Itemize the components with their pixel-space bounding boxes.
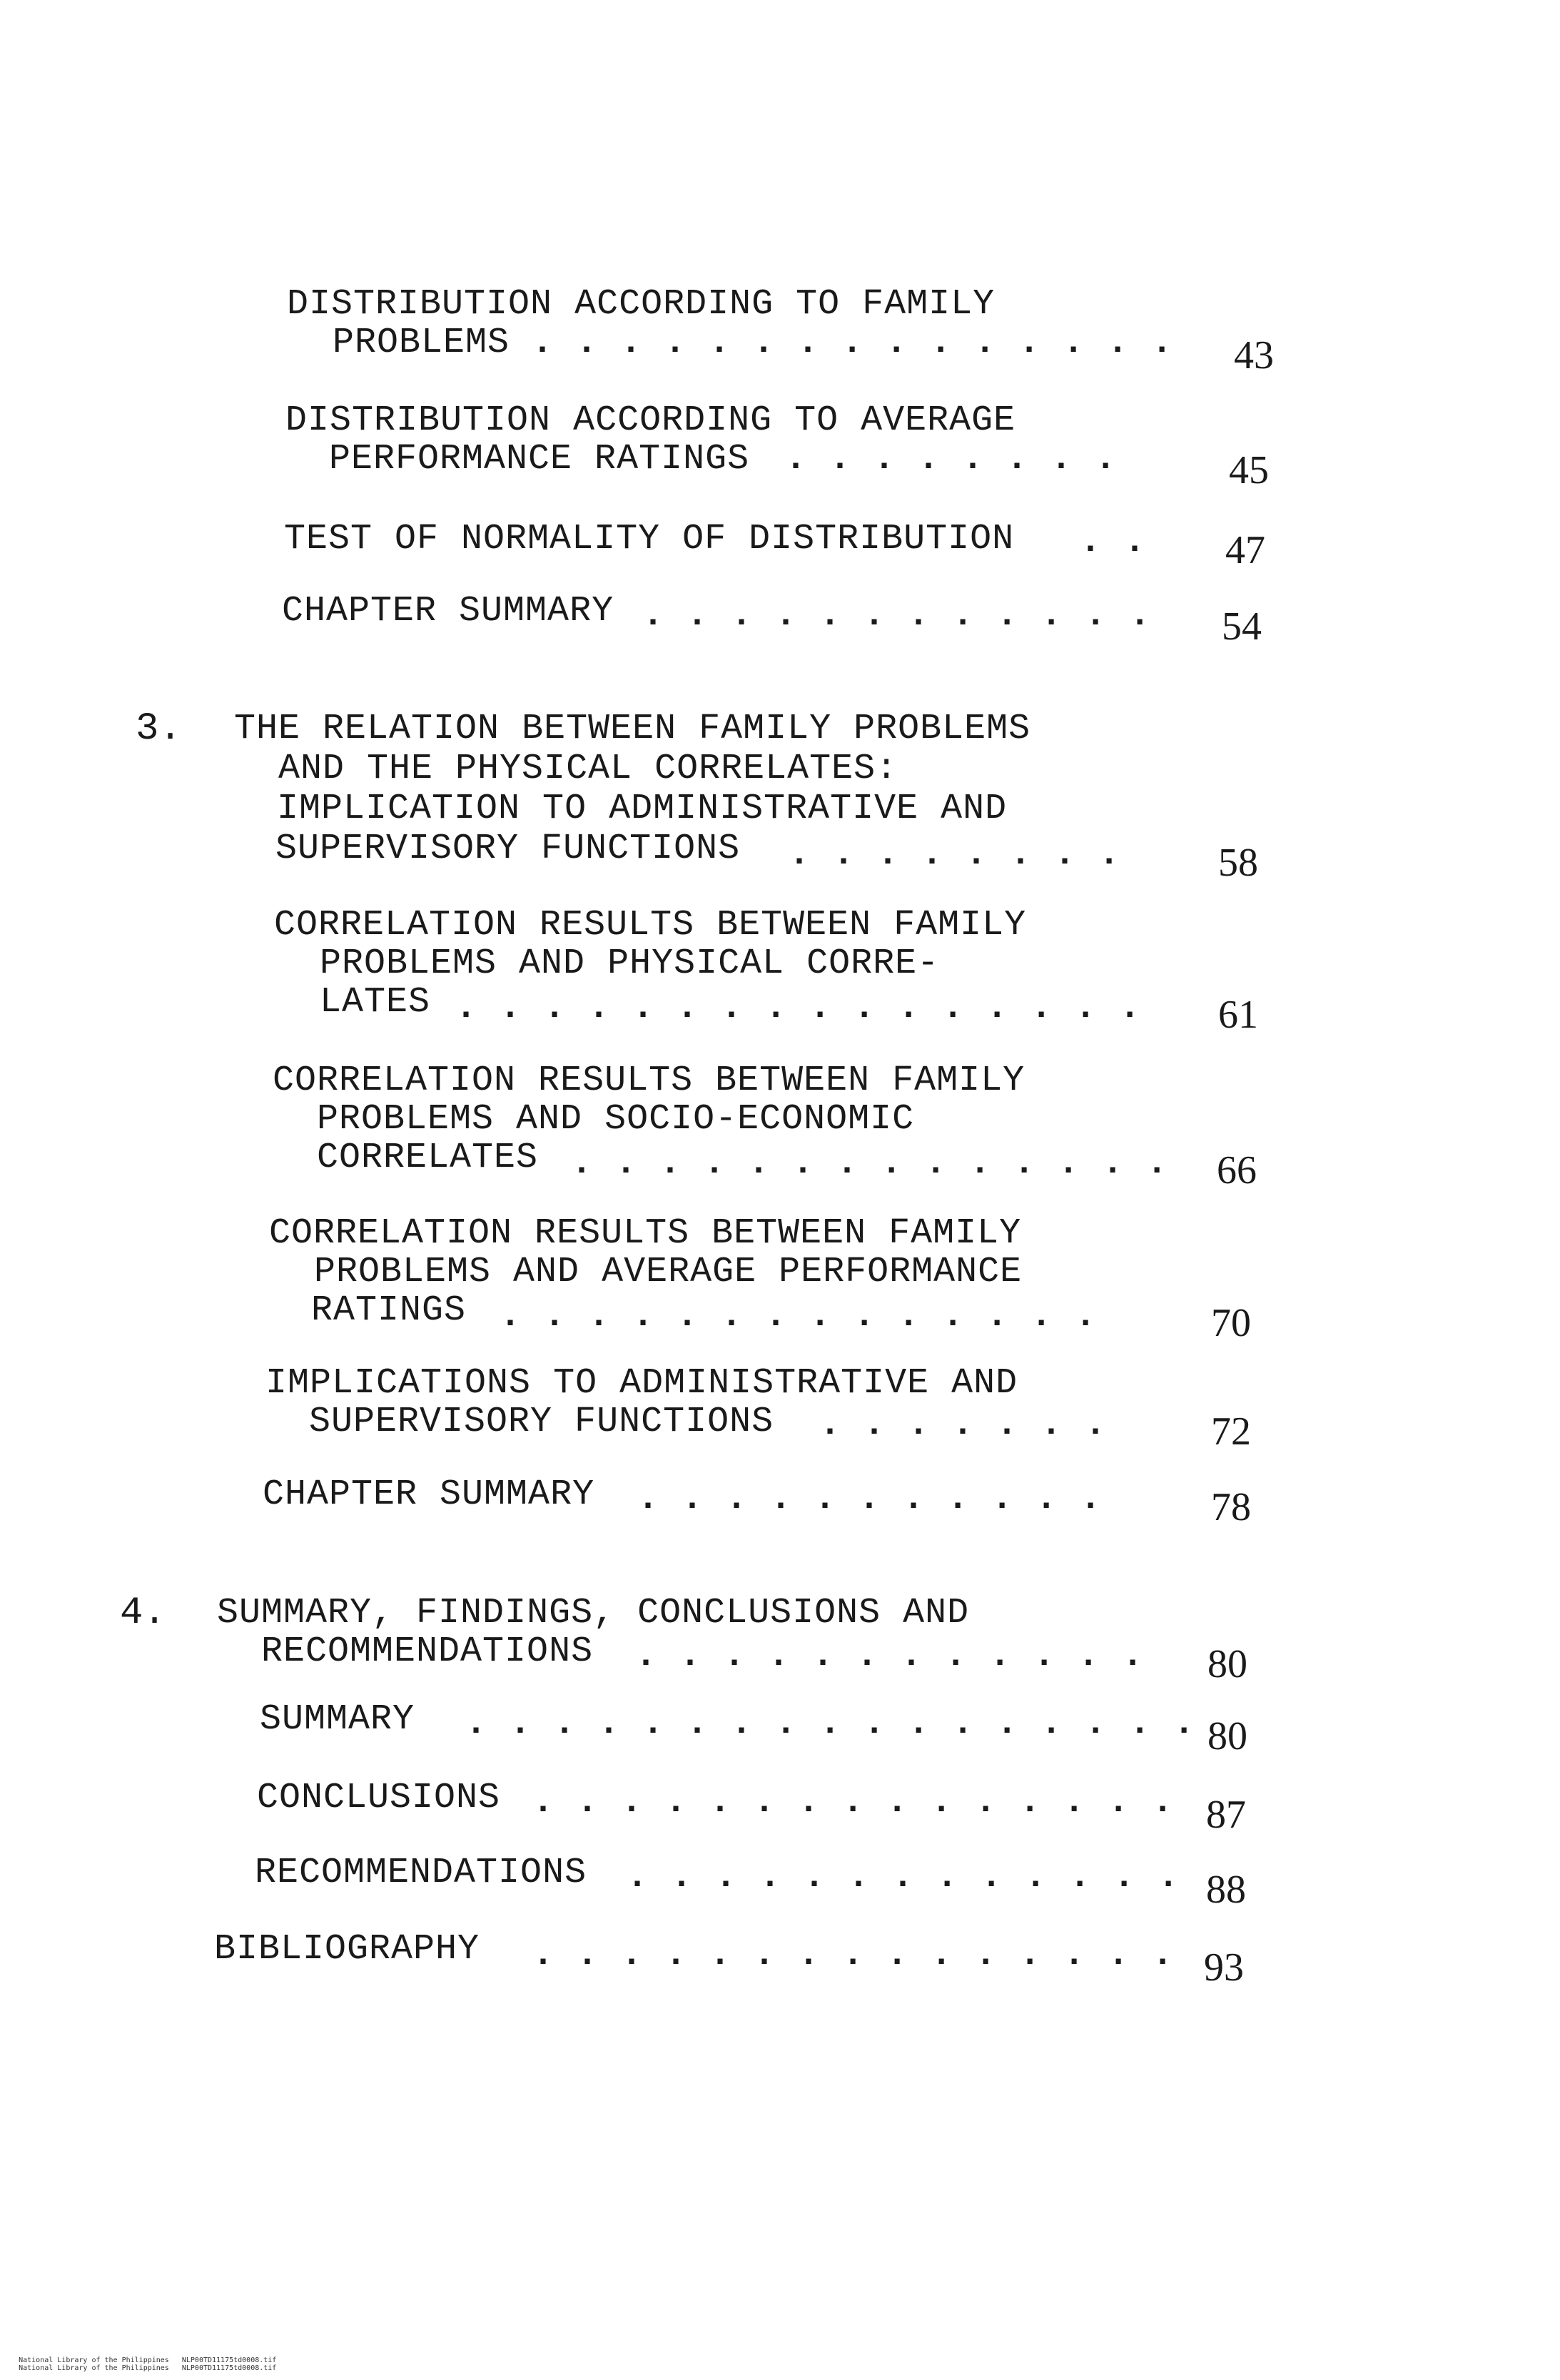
page-number: 54: [1222, 604, 1262, 649]
toc-entry-title-line: CHAPTER SUMMARY: [282, 591, 614, 632]
dot-leader: . .: [1080, 522, 1147, 562]
page-number: 58: [1218, 841, 1258, 885]
page-number: 45: [1229, 448, 1269, 492]
page-number: 87: [1206, 1793, 1246, 1837]
toc-entry-title-line: CORRELATION RESULTS BETWEEN FAMILY: [269, 1213, 1022, 1254]
toc-entry-title-line: CONCLUSIONS: [257, 1778, 501, 1818]
dot-leader: . . . . . . . .: [785, 439, 1118, 480]
dot-leader: . . . . . . . . . . .: [637, 1479, 1103, 1519]
toc-entry-title-line: SUMMARY: [260, 1699, 415, 1740]
toc-entry-title-line: DISTRIBUTION ACCORDING TO FAMILY: [287, 284, 996, 325]
page-number: 47: [1225, 528, 1265, 572]
page-number: 78: [1211, 1485, 1251, 1529]
toc-entry-title-line: LATES: [320, 982, 431, 1023]
dot-leader: . . . . . . . . . . . . . . . .: [455, 988, 1142, 1028]
toc-entry-title-line: PROBLEMS AND SOCIO-ECONOMIC: [317, 1099, 915, 1140]
toc-entry-title-line: IMPLICATION TO ADMINISTRATIVE AND: [277, 789, 1008, 829]
dot-leader: . . . . . . . . . . . .: [642, 595, 1152, 636]
dot-leader: . . . . . . . . . . . . . .: [500, 1296, 1098, 1337]
page-number: 72: [1211, 1409, 1251, 1454]
chapter-number: 4.: [120, 1591, 166, 1635]
toc-entry-title-line: DISTRIBUTION ACCORDING TO AVERAGE: [285, 400, 1016, 441]
toc-entry-title-line: PERFORMANCE RATINGS: [329, 439, 750, 480]
page-number: 70: [1211, 1301, 1251, 1345]
toc-entry-title-line: CORRELATION RESULTS BETWEEN FAMILY: [274, 905, 1027, 946]
scan-file-name: NLP00TD11175td0008.tif: [181, 2356, 277, 2364]
toc-entry-title-line: SUPERVISORY FUNCTIONS: [275, 829, 741, 869]
page-number: 93: [1204, 1945, 1244, 1990]
toc-entry-title-line: CHAPTER SUMMARY: [263, 1474, 595, 1515]
toc-entry-title-line: THE RELATION BETWEEN FAMILY PROBLEMS: [234, 709, 1031, 749]
dot-leader: . . . . . . . . . . . . . . .: [532, 1935, 1175, 1975]
toc-entry-title-line: BIBLIOGRAPHY: [214, 1929, 480, 1970]
library-name: National Library of the Philippines: [19, 2356, 169, 2364]
toc-entry-title-line: PROBLEMS: [333, 323, 510, 363]
page-number: 43: [1234, 333, 1274, 378]
dot-leader: . . . . . . . . . . . . .: [627, 1857, 1180, 1898]
dot-leader: . . . . . . . . . . . . . . . . .: [465, 1703, 1196, 1744]
scan-file-name: NLP00TD11175td0008.tif: [181, 2364, 277, 2372]
toc-entry-title-line: SUMMARY, FINDINGS, CONCLUSIONS AND: [217, 1593, 970, 1634]
dot-leader: . . . . . . . . . . . . . . .: [532, 323, 1174, 363]
dot-leader: . . . . . . . . . . . . . .: [571, 1143, 1169, 1184]
toc-entry-title-line: SUPERVISORY FUNCTIONS: [309, 1402, 774, 1442]
scan-footer-line: [1, 2356, 276, 2380]
dot-leader: . . . . . . . . . . . . . . .: [532, 1782, 1175, 1823]
page-number: 61: [1218, 993, 1258, 1037]
toc-entry-title-line: RECOMMENDATIONS: [255, 1853, 587, 1893]
toc-entry-title-line: PROBLEMS AND AVERAGE PERFORMANCE: [314, 1252, 1023, 1292]
dot-leader: . . . . . . . .: [789, 834, 1121, 875]
toc-entry-title-line: RATINGS: [311, 1290, 467, 1331]
toc-entry-title-line: RECOMMENDATIONS: [261, 1631, 594, 1672]
page-number: 80: [1207, 1714, 1247, 1758]
dot-leader: . . . . . . .: [819, 1404, 1108, 1445]
toc-entry-title-line: PROBLEMS AND PHYSICAL CORRE-: [320, 943, 940, 984]
page-number: 88: [1206, 1868, 1246, 1912]
page-number: 66: [1217, 1148, 1257, 1192]
page-number: 80: [1207, 1642, 1247, 1686]
toc-entry-title-line: CORRELATES: [317, 1138, 539, 1178]
dot-leader: . . . . . . . . . . . .: [635, 1636, 1145, 1676]
library-name: National Library of the Philippines: [19, 2364, 169, 2372]
toc-entry-title-line: CORRELATION RESULTS BETWEEN FAMILY: [273, 1060, 1025, 1101]
toc-entry-title-line: TEST OF NORMALITY OF DISTRIBUTION: [284, 519, 1015, 559]
chapter-number: 3.: [136, 707, 182, 751]
toc-entry-title-line: IMPLICATIONS TO ADMINISTRATIVE AND: [265, 1363, 1018, 1404]
toc-entry-title-line: AND THE PHYSICAL CORRELATES:: [278, 749, 898, 789]
